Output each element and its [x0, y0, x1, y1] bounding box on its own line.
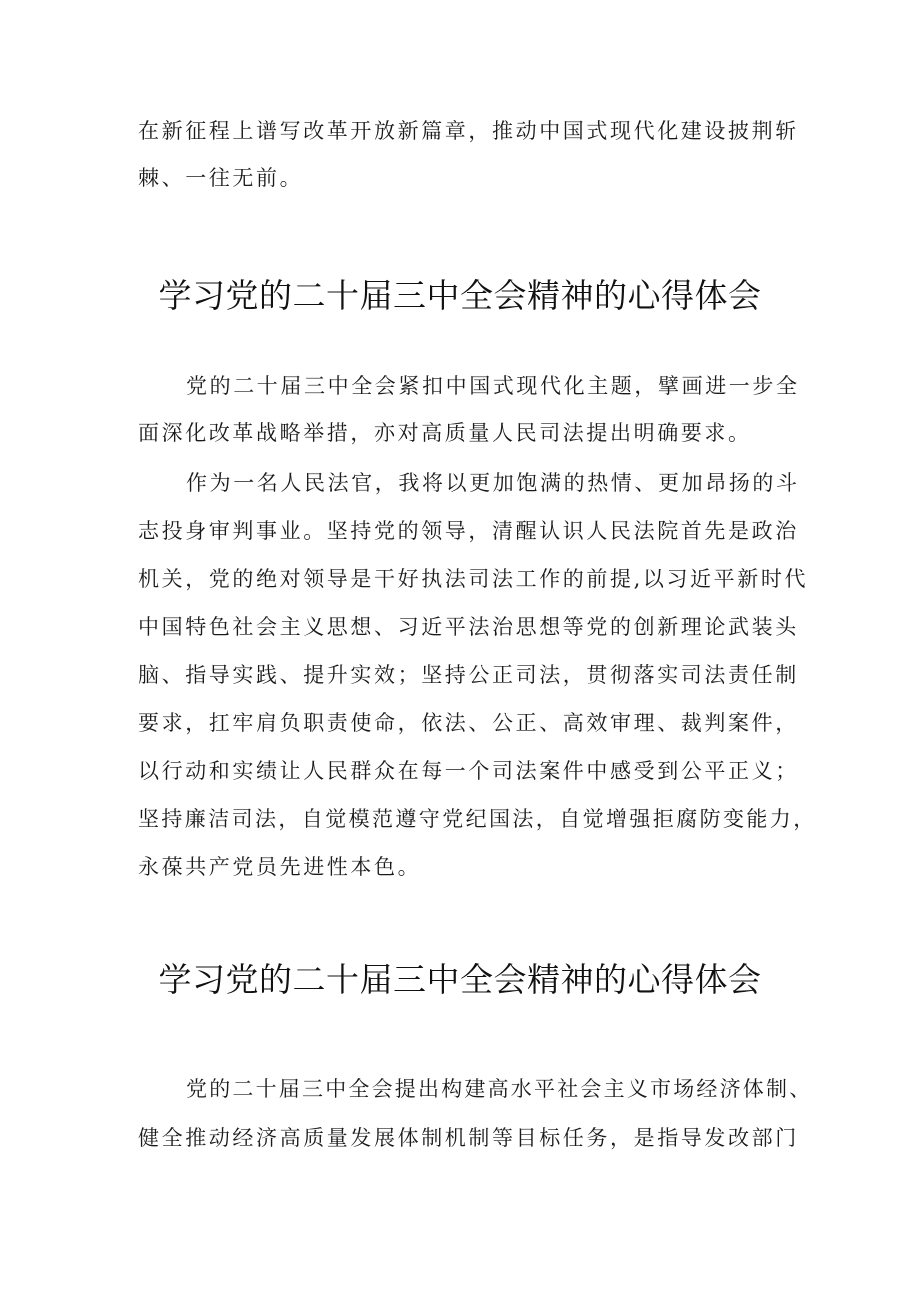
paragraph-first-line: 作为一名人民法官，我将以更加饱满的热情、更加昂扬的斗 [186, 471, 800, 495]
body-text-line: 脑、指导实践、提升实效；坚持公正司法，贯彻落实司法责任制 [138, 663, 799, 687]
body-text-line: 健全推动经济高质量发展体制机制等目标任务，是指导发改部门 [138, 1126, 799, 1150]
body-text-line: 棘、一往无前。 [138, 166, 304, 190]
body-text-line: 永葆共产党员先进性本色。 [138, 855, 422, 879]
body-text-line: 机关，党的绝对领导是干好执法司法工作的前提,以习近平新时代 [138, 567, 809, 591]
body-text-line: 志投身审判事业。坚持党的领导，清醒认识人民法院首先是政治 [138, 519, 799, 543]
section-title: 学习党的二十届三中全会精神的心得体会 [158, 276, 762, 315]
body-text-line: 坚持廉洁司法，自觉模范遵守党纪国法，自觉增强拒腐防变能力， [138, 807, 817, 831]
body-text-line: 在新征程上谱写改革开放新篇章，推动中国式现代化建设披荆斩 [138, 119, 799, 143]
paragraph-first-line: 党的二十届三中全会紧扣中国式现代化主题，擘画进一步全 [186, 374, 800, 398]
body-text-line: 面深化改革战略举措，亦对高质量人民司法提出明确要求。 [138, 421, 752, 445]
body-text-line: 以行动和实绩让人民群众在每一个司法案件中感受到公平正义； [138, 759, 799, 783]
paragraph-first-line: 党的二十届三中全会提出构建高水平社会主义市场经济体制、 [186, 1077, 813, 1101]
section-title: 学习党的二十届三中全会精神的心得体会 [158, 960, 762, 999]
body-text-line: 要求，扛牢肩负职责使命，依法、公正、高效审理、裁判案件， [138, 711, 799, 735]
body-text-line: 中国特色社会主义思想、习近平法治思想等党的创新理论武装头 [138, 615, 799, 639]
